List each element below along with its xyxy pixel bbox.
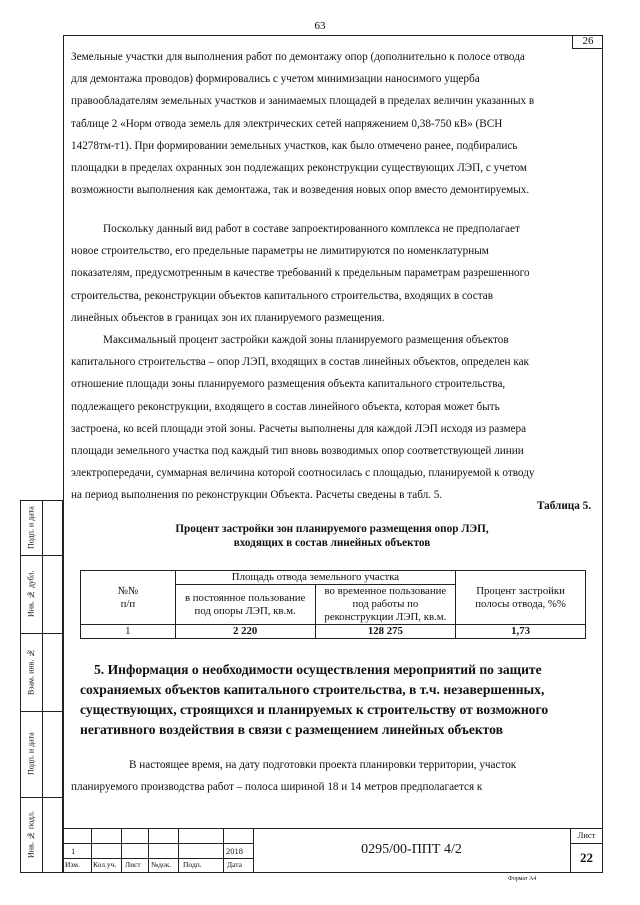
text-line: показателям, предусмотренным в качестве требований к предельным параметрам разрешенного [71,267,530,280]
section-heading [80,660,590,740]
side-label-inv-dubl: Инв. № дубл. [26,570,36,618]
revision-year: 2018 [226,846,243,856]
text-line: Поскольку данный вид работ в составе запроектированного комплекса не предполагает [103,223,520,235]
text-line: В настоящее время, на дату подготовки проекта планировки территории, участок [129,759,517,771]
paragraph-1 [71,46,593,201]
format-label: Формат А4 [508,876,537,882]
text-line: на период выполнения по реконструкции Объекта. Расчеты сведены в табл. 5. [71,489,443,502]
text-line: возможности выполнения как демонтажа, так и возведения новых опор вместо демонтируемых. [71,184,530,197]
text-line: линейных объектов в границах зон их планируемого размещения. [71,311,385,324]
revision-number: 1 [71,846,76,856]
header-koluch: Кол.уч. [93,860,117,869]
table-caption [71,522,593,550]
paragraph-3 [71,329,593,507]
text-line: планируемого производства работ – полоса шириной 18 и 14 метров предполагается к [71,781,483,794]
table-caption-line-1: Процент застройки зон планируемого размещения опор ЛЭП, [175,523,489,535]
table-row [81,625,586,639]
table-caption-line-2: входящих в состав линейных объектов [233,537,431,549]
text-line: электропередачи, суммарная величина которой соотносилась с площадью, планируемой к отводу [71,467,535,480]
header-podp: Подп. [183,860,202,869]
paragraph-2 [71,218,593,329]
text-line: подлежащего реконструкции, входящего в состав линейного объекта, которая может быть [71,400,500,413]
heading-line: негативного воздействия в связи с размещением линейных объектов [80,722,503,737]
sheet-label: Лист [577,830,596,840]
text-line: застроена, ко всей площади этой зоны. Расчеты выполнены для каждой ЛЭП исходя из размера [71,422,527,435]
table-number: Таблица 5. [536,500,591,512]
document-code: 0295/00-ППТ 4/2 [361,842,462,857]
text-line: 14278тм-т1). При формировании земельных участков, как было отмечено ранее, подбирались [71,139,518,152]
text-line: отношение площади зоны планируемого размещения объекта капитального строительства, [71,378,506,391]
top-page-number: 63 [314,20,326,32]
text-line: площадки в пределах охранных зон подлежащих реконструкции существующих ЛЭП, с учетом [71,162,527,175]
sheet-number: 22 [580,850,593,865]
cell-percent: 1,73 [456,625,586,639]
header-list: Лист [125,860,141,869]
header-izm: Изм. [65,860,80,869]
heading-line: существующих, строящихся и планируемых к строительству от возможного [80,702,549,717]
header-percent: Процент застройки полосы отвода, %% [456,571,586,625]
cell-temporary: 128 275 [315,625,456,639]
heading-line: сохраняемых объектов капитального строительства, в т.ч. незавершенных, [80,682,545,697]
text-line: площади земельного участка под каждый тип вновь возводимых опор соответствующей линии [71,445,524,458]
header-num-line-1: №№ [117,584,139,597]
header-temporary: во временное пользование под работы по реконструкции ЛЭП, кв.м. [315,585,456,625]
cell-permanent: 2 220 [175,625,315,639]
side-label-sign-date: Подп. и дата [26,506,36,549]
text-line: капитального строительства – опор ЛЭП, входящих в состав линейных объектов, определен как [71,356,529,369]
header-num-line-2: п/п [120,597,136,610]
cell-num: 1 [81,625,176,639]
header-ndok: №док. [151,860,172,869]
header-num [81,571,176,625]
heading-line: 5. Информация о необходимости осуществления мероприятий по защите [94,662,542,677]
header-data: Дата [227,860,242,869]
side-label-sign-date-2: Подп. и дата [26,732,36,776]
header-permanent: в постоянное пользование под опоры ЛЭП, кв.м. [175,585,315,625]
side-label-inv-podl: Инв. № подл. [26,811,36,859]
title-block [63,828,603,873]
text-line: строительства, реконструкции объектов капитального строительства, входящих в состав [71,289,494,302]
text-line: Максимальный процент застройки каждой зоны планируемого размещения объектов [103,334,509,346]
text-line: таблице 2 «Норм отвода земель для электрических сетей напряжением 0,38-750 кВ» (ВСН [71,117,503,130]
section-paragraph [71,754,593,798]
sheet-corner-number: 26 [572,35,603,49]
data-table [80,570,586,639]
header-area: Площадь отвода земельного участка [175,571,455,585]
text-line: новое строительство, его предельные параметры не лимитируются по номенклатурным [71,245,489,258]
text-line: Земельные участки для выполнения работ по демонтажу опор (дополнительно к полосе отвода [71,51,525,63]
text-line: правообладателям земельных участков и занимаемых площадей в пределах величин указанных в [71,95,535,108]
text-line: для демонтажа проводов) формировались с учетом минимизации наносимого ущерба [71,73,480,86]
side-label-vzam-inv: Взам. инв. № [26,648,36,696]
